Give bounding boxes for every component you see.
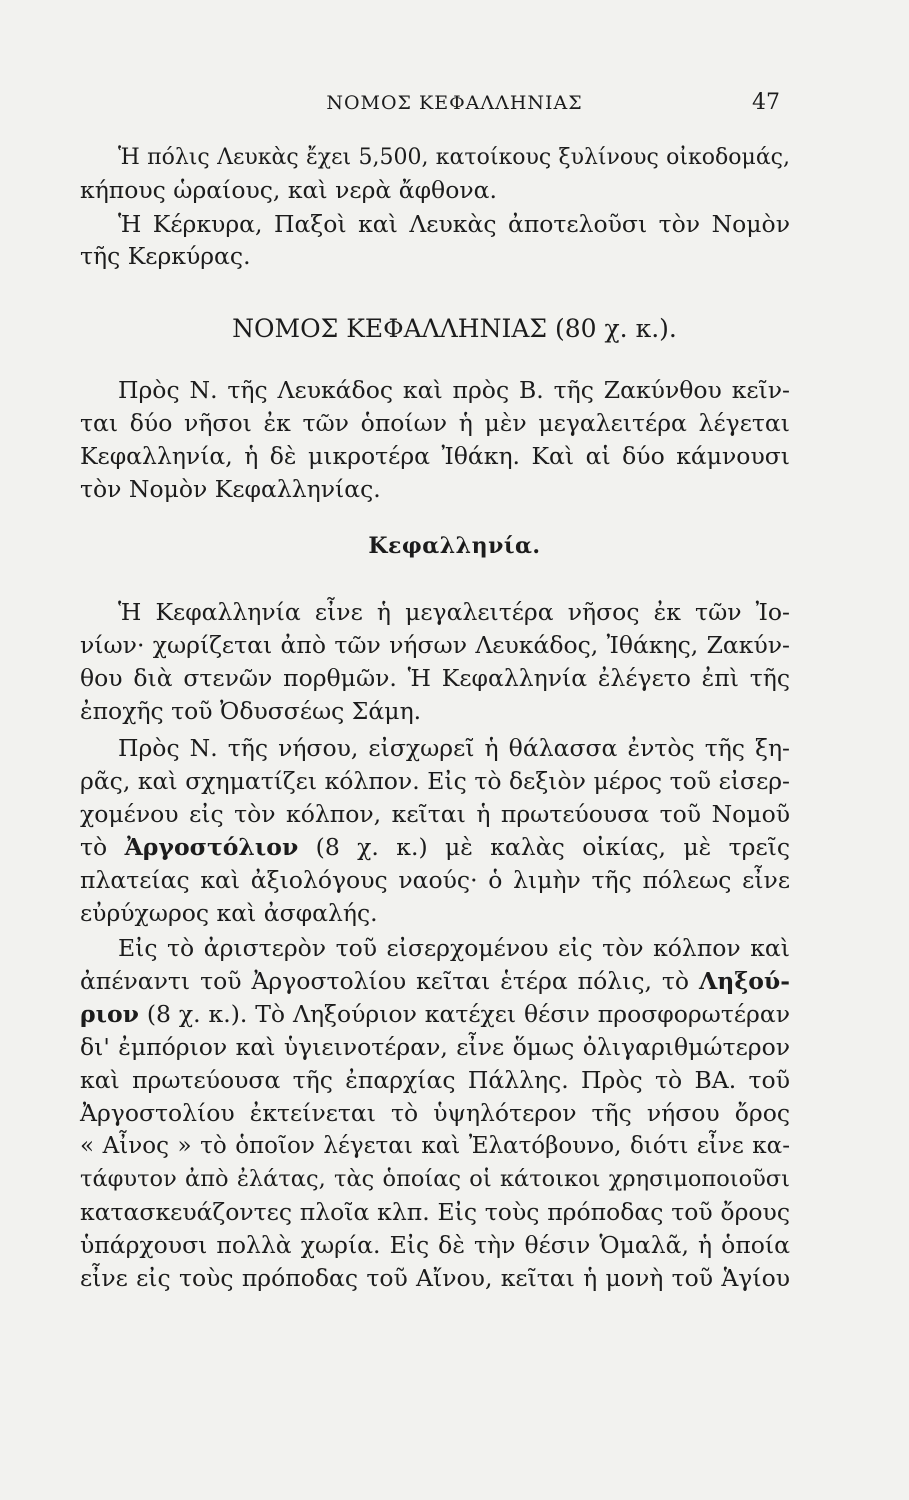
text-line: Ἡ Κεφαλληνία εἶνε ἡ μεγαλειτέρα νῆσος ἐκ τῶν Ἰο-	[118, 598, 790, 626]
text-line: εὐρύχωρος καὶ ἀσφαλής.	[80, 899, 378, 927]
text-line: ται δύο νῆσοι ἐκ τῶν ὁποίων ἡ μὲν μεγαλειτέρα λέγεται	[80, 409, 790, 437]
place-name-argostoli: Ἀργοστόλιον	[124, 833, 299, 861]
place-name-lixouri: Ληξού-	[699, 967, 790, 995]
place-name-lixouri-end: ριον	[80, 1000, 139, 1028]
text-span: τὸ	[80, 833, 125, 861]
text-line: θου διὰ στενῶν πορθμῶν. Ἡ Κεφαλληνία ἐλέγετο ἐπὶ τῆς	[80, 664, 790, 692]
text-line: Ἡ πόλις Λευκὰς ἔχει 5,500, κατοίκους ξυλίνους οἰκοδομάς,	[118, 145, 790, 170]
text-line: ρᾶς, καὶ σχηματίζει κόλπον. Εἰς τὸ δεξιὸν μέρος τοῦ εἰσερ-	[80, 767, 790, 795]
text-span: ἀπέναντι τοῦ Ἀργοστολίου κεῖται ἑτέρα πόλις, τὸ	[80, 967, 700, 995]
text-span: (8 χ. κ.) μὲ καλὰς οἰκίας, μὲ τρεῖς	[298, 833, 791, 861]
text-line: Πρὸς Ν. τῆς Λευκάδος καὶ πρὸς Β. τῆς Ζακύνθου κεῖν-	[118, 376, 790, 404]
text-line	[80, 965, 790, 997]
text-line: εἶνε εἰς τοὺς πρόποδας τοῦ Αἴνου, κεῖται ἡ μονὴ τοῦ Ἁγίου	[80, 1264, 790, 1292]
text-line: δι' ἐμπόριον καὶ ὑγιεινοτέραν, εἶνε ὅμως ὀλιγαριθμώτερον	[80, 1033, 790, 1061]
text-line: Πρὸς Ν. τῆς νήσου, εἰσχωρεῖ ἡ θάλασσα ἐντὸς τῆς ξη-	[118, 734, 790, 762]
text-line: Κεφαλληνία, ἡ δὲ μικροτέρα Ἰθάκη. Καὶ αἱ δύο κάμνουσι	[80, 442, 790, 470]
text-line: κήπους ὡραίους, καὶ νερὰ ἄφθονα.	[80, 176, 497, 204]
subheading: Κεφαλληνία.	[368, 533, 541, 559]
text-line: τὸν Νομὸν Κεφαλληνίας.	[80, 475, 381, 503]
text-line: Ἀργοστολίου ἐκτείνεται τὸ ὑψηλότερον τῆς νήσου ὄρος	[80, 1099, 790, 1127]
page-number: 47	[752, 90, 780, 115]
text-line: κατασκευάζοντες πλοῖα κλπ. Εἰς τοὺς πρόποδας τοῦ ὄρους	[80, 1198, 790, 1226]
running-title: ΝΟΜΟΣ ΚΕΦΑΛΛΗΝΙΑΣ	[326, 92, 583, 114]
text-line: Εἰς τὸ ἀριστερὸν τοῦ εἰσερχομένου εἰς τὸν κόλπον καὶ	[118, 934, 790, 962]
text-line: καὶ πρωτεύουσα τῆς ἐπαρχίας Πάλλης. Πρὸς τὸ ΒΑ. τοῦ	[80, 1066, 790, 1094]
text-line: τῆς Κερκύρας.	[80, 242, 251, 270]
text-line: χομένου εἰς τὸν κόλπον, κεῖται ἡ πρωτεύουσα τοῦ Νομοῦ	[80, 800, 790, 828]
text-line: Ἡ Κέρκυρα, Παξοὶ καὶ Λευκὰς ἀποτελοῦσι τὸν Νομὸν	[118, 210, 790, 238]
text-line: πλατείας καὶ ἀξιολόγους ναούς· ὁ λιμὴν τῆς πόλεως εἶνε	[80, 866, 790, 894]
text-line: ἐποχῆς τοῦ Ὀδυσσέως Σάμη.	[80, 697, 422, 725]
text-line: τάφυτον ἀπὸ ἐλάτας, τὰς ὁποίας οἱ κάτοικοι χρησιμοποιοῦσι	[80, 1166, 790, 1192]
text-line: νίων· χωρίζεται ἀπὸ τῶν νήσων Λευκάδος, Ἰθάκης, Ζακύν-	[80, 631, 790, 659]
text-line: « Αἶνος » τὸ ὁποῖον λέγεται καὶ Ἐλατόβουνο, διότι εἶνε κα-	[80, 1133, 790, 1159]
text-line: ὑπάρχουσι πολλὰ χωρία. Εἰς δὲ τὴν θέσιν Ὁμαλᾶ, ἡ ὁποία	[80, 1231, 790, 1259]
section-title: ΝΟΜΟΣ ΚΕΦΑΛΛΗΝΙΑΣ (80 χ. κ.).	[232, 314, 677, 343]
text-span: (8 χ. κ.). Τὸ Ληξούριον κατέχει θέσιν προσφορωτέραν	[138, 1000, 790, 1028]
text-line	[80, 998, 790, 1030]
text-line	[80, 831, 790, 863]
